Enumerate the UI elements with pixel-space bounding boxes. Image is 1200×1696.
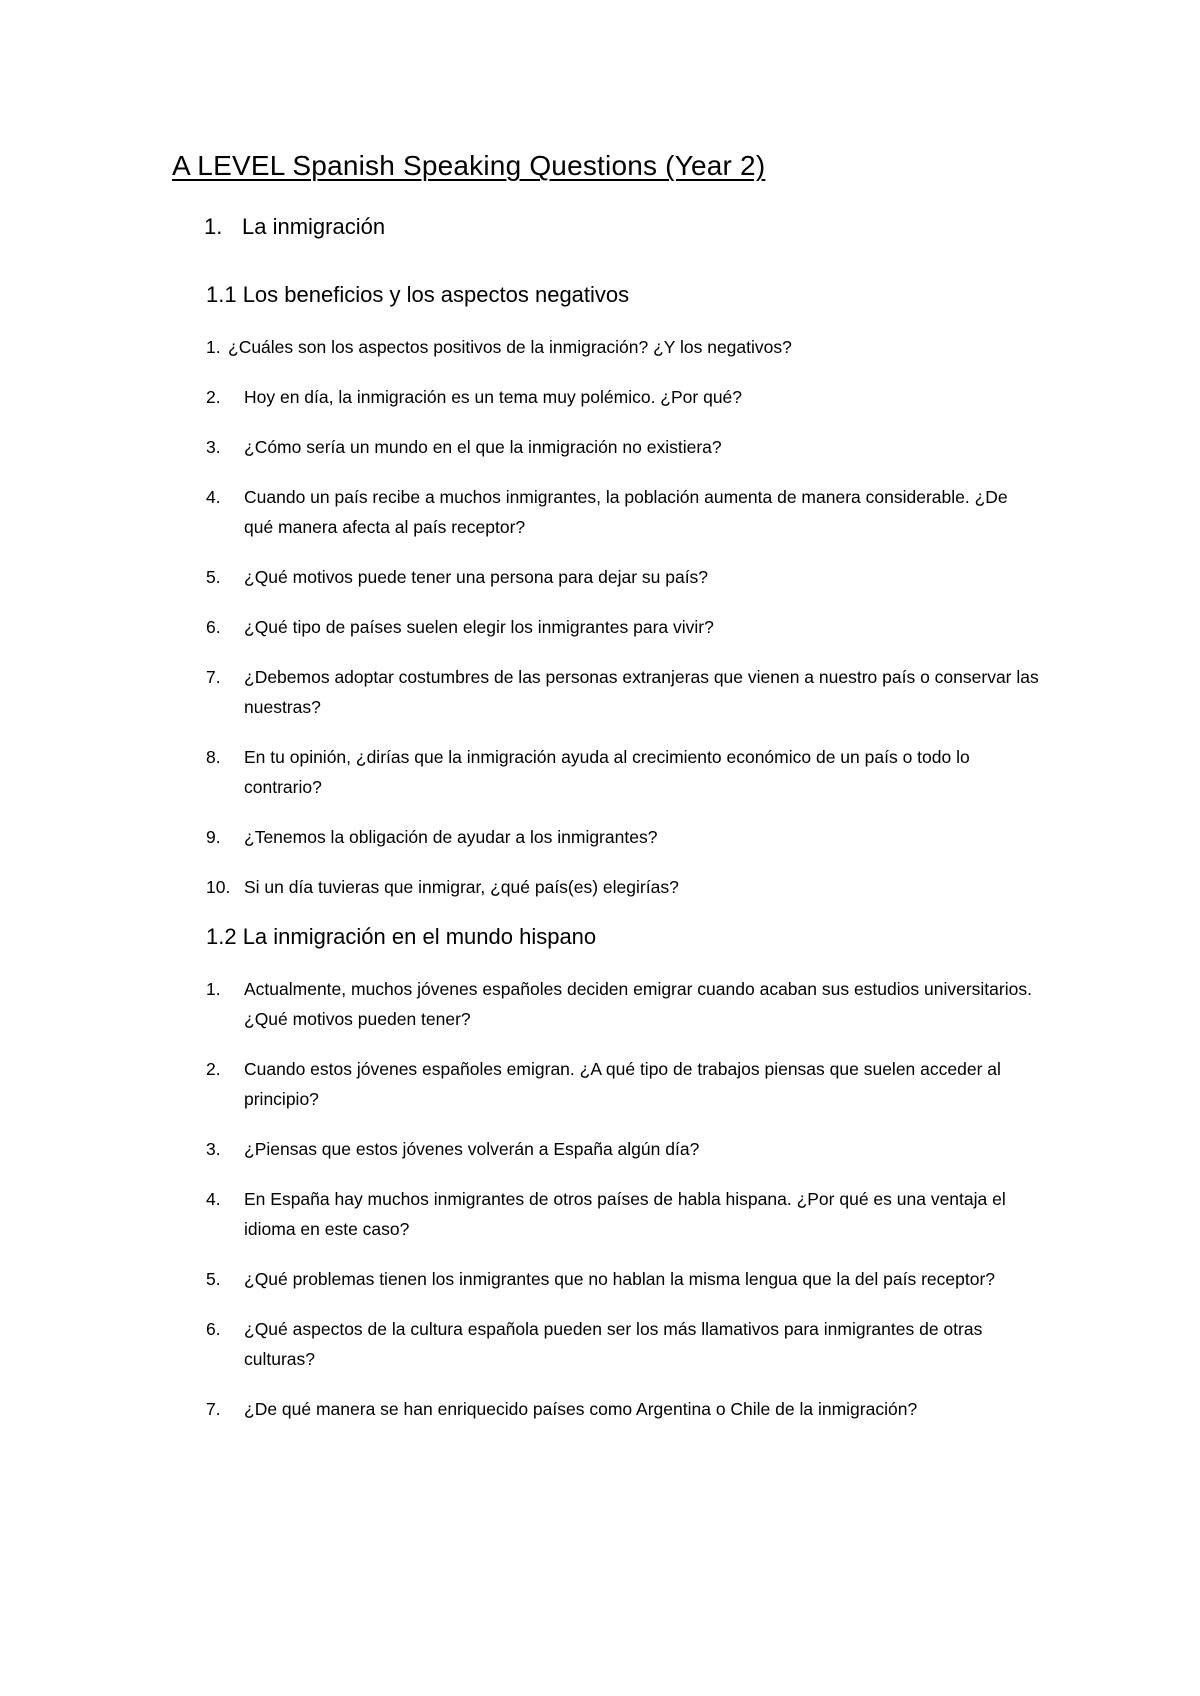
question-text: ¿Qué motivos puede tener una persona para dejar su país?	[244, 567, 709, 587]
section-number: 1.	[204, 214, 223, 239]
question-number: 5.	[206, 567, 221, 587]
question-text: Cuando un país recibe a muchos inmigrantes, la población aumenta de manera considerable. ¿De qué manera afecta al país receptor?	[244, 487, 1008, 537]
list-item	[206, 382, 1040, 412]
question-text: Si un día tuvieras que inmigrar, ¿qué país(es) elegirías?	[244, 877, 679, 897]
section-title: La inmigración	[242, 214, 386, 239]
question-number: 6.	[206, 1319, 221, 1339]
question-number: 6.	[206, 617, 221, 637]
question-number: 9.	[206, 827, 221, 847]
subsection-heading: 1.2 La inmigración en el mundo hispano	[206, 924, 597, 949]
question-text: ¿Piensas que estos jóvenes volverán a España algún día?	[244, 1139, 700, 1159]
list-item	[206, 482, 1040, 542]
question-text: ¿Qué problemas tienen los inmigrantes que no hablan la misma lengua que la del país receptor?	[244, 1269, 996, 1289]
list-item	[206, 822, 1040, 852]
question-number: 4.	[206, 487, 221, 507]
question-text: ¿Tenemos la obligación de ayudar a los inmigrantes?	[244, 827, 658, 847]
list-item	[206, 432, 1040, 462]
list-item	[206, 1264, 1040, 1294]
question-number: 1.	[206, 979, 221, 999]
question-number: 5.	[206, 1269, 221, 1289]
question-text: ¿Debemos adoptar costumbres de las personas extranjeras que vienen a nuestro país o conservar las nuestras?	[244, 667, 1039, 717]
document-title: A LEVEL Spanish Speaking Questions (Year 2)	[172, 150, 766, 181]
question-list	[206, 332, 1040, 902]
question-text: En España hay muchos inmigrantes de otros países de habla hispana. ¿Por qué es una ventaja el idioma en este caso?	[244, 1189, 1006, 1239]
question-text: ¿Cuáles son los aspectos positivos de la inmigración? ¿Y los negativos?	[228, 337, 792, 357]
list-item	[206, 562, 1040, 592]
list-item	[206, 1314, 1040, 1374]
question-number: 3.	[206, 437, 221, 457]
list-item	[206, 1394, 1040, 1424]
list-item	[206, 662, 1040, 722]
list-item	[206, 1054, 1040, 1114]
question-number: 1.	[206, 337, 221, 357]
question-text: ¿De qué manera se han enriquecido países como Argentina o Chile de la inmigración?	[244, 1399, 918, 1419]
question-number: 10.	[206, 877, 231, 897]
list-item	[206, 872, 1040, 902]
question-text: ¿Qué aspectos de la cultura española pueden ser los más llamativos para inmigrantes de otras culturas?	[244, 1319, 983, 1369]
question-list	[206, 974, 1040, 1424]
question-text: En tu opinión, ¿dirías que la inmigración ayuda al crecimiento económico de un país o todo lo contrario?	[244, 747, 970, 797]
question-number: 2.	[206, 387, 221, 407]
question-text: Hoy en día, la inmigración es un tema muy polémico. ¿Por qué?	[244, 387, 743, 407]
list-item	[206, 742, 1040, 802]
list-item	[206, 1134, 1040, 1164]
question-text: ¿Qué tipo de países suelen elegir los inmigrantes para vivir?	[244, 617, 714, 637]
question-text: ¿Cómo sería un mundo en el que la inmigración no existiera?	[244, 437, 722, 457]
question-number: 4.	[206, 1189, 221, 1209]
question-text: Cuando estos jóvenes españoles emigran. ¿A qué tipo de trabajos piensas que suelen acceder al principio?	[244, 1059, 1001, 1109]
question-number: 3.	[206, 1139, 221, 1159]
subsection-heading: 1.1 Los beneficios y los aspectos negativos	[206, 282, 630, 307]
list-item	[206, 332, 1040, 362]
list-item	[206, 1184, 1040, 1244]
question-number: 7.	[206, 667, 221, 687]
section-heading	[204, 212, 1040, 242]
question-number: 7.	[206, 1399, 221, 1419]
list-item	[206, 612, 1040, 642]
question-number: 8.	[206, 747, 221, 767]
list-item	[206, 974, 1040, 1034]
question-number: 2.	[206, 1059, 221, 1079]
question-text: Actualmente, muchos jóvenes españoles deciden emigrar cuando acaban sus estudios universitarios. ¿Qué motivos pueden tener?	[244, 979, 1032, 1029]
